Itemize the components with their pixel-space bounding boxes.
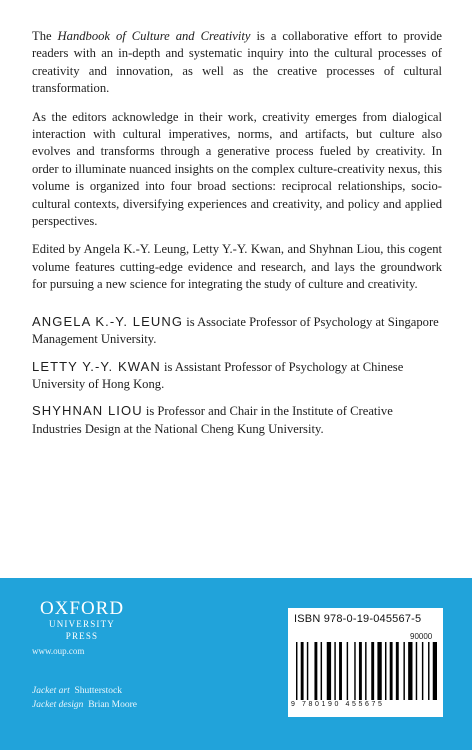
credit-value: Brian Moore: [88, 700, 137, 710]
publisher-press: UNIVERSITY PRESS: [49, 619, 115, 641]
barcode-bar: [416, 642, 417, 700]
bio-name: LETTY Y.-Y. KWAN: [32, 358, 161, 374]
book-title: Handbook of Culture and Creativity: [57, 29, 251, 43]
barcode-bar: [371, 642, 374, 700]
credit-label: Jacket art: [32, 686, 70, 696]
price-code: 90000: [410, 632, 433, 641]
barcode-bar: [390, 642, 393, 700]
isbn-text: ISBN 978-0-19-045567-5: [294, 613, 422, 625]
bio-kwan: [32, 358, 442, 394]
credit-jacket-design: [32, 700, 137, 710]
oxford-logo: [32, 599, 132, 642]
bio-text: is Professor and Chair in the Institute of Creative Industries Design at the National Cheng Kung University.: [32, 404, 393, 436]
barcode-bar: [403, 642, 404, 700]
barcode-bar: [433, 642, 437, 700]
barcode-bar: [339, 642, 342, 700]
barcode-panel: [288, 608, 443, 717]
bio-liou: [32, 402, 442, 438]
barcode-bar: [428, 642, 429, 700]
credit-label: Jacket design: [32, 700, 84, 710]
publisher-url[interactable]: www.oup.com: [32, 646, 85, 656]
barcode-bar: [307, 642, 308, 700]
barcode-bar: [422, 642, 423, 700]
barcode-bar: [301, 642, 304, 700]
intro-suffix: is a collaborative effort to provide readers with an in-depth and systematic inquiry into the cultural processes of creativity and innovation, as well as the creative processes of cultural transformation.: [32, 29, 443, 96]
barcode-bar: [296, 642, 297, 700]
intro-prefix: The: [32, 29, 58, 43]
publisher-name: OXFORD: [39, 598, 125, 619]
barcode-bar: [347, 642, 348, 700]
barcode-bar: [365, 642, 366, 700]
bio-name: ANGELA K.-Y. LEUNG: [32, 313, 184, 329]
barcode-bar: [377, 642, 381, 700]
bio-leung: [32, 313, 442, 349]
barcode-bar: [327, 642, 331, 700]
credit-jacket-art: [32, 686, 122, 696]
bio-text: is Assistant Professor of Psychology at Chinese University of Hong Kong.: [32, 359, 404, 391]
intro-paragraph-2: As the editors acknowledge in their work, creativity emerges from dialogical interaction with cultural imperatives, norms, and artifacts, but culture also evolves and transforms through a generative process fueled by creativity. In order to illuminate nuanced insights on the complex culture-creativity nexus, this volume is organized into four broad sections: reciprocal relationships, socio-cultural contexts, diversifying experiences and creativity, and policy and applied perspectives.: [32, 109, 442, 229]
intro-paragraph-3: Edited by Angela K.-Y. Leung, Letty Y.-Y. Kwan, and Shyhnan Liou, this cogent volume features cutting-edge evidence and research, and lays the groundwork for pursuing a new science for integrating the study of culture and creativity.: [32, 242, 442, 292]
barcode-bar: [321, 642, 322, 700]
description-block: [32, 28, 442, 447]
barcode-bar: [354, 642, 355, 700]
bio-text: is Associate Professor of Psychology at Singapore Management University.: [32, 314, 439, 347]
barcode-bar: [385, 642, 386, 700]
barcode-graphic: [296, 642, 437, 700]
barcode-bar: [408, 642, 412, 700]
bio-name: SHYHNAN LIOU: [32, 403, 143, 419]
barcode-bar: [334, 642, 335, 700]
credit-value: Shutterstock: [74, 686, 122, 696]
intro-paragraph-1: [32, 28, 442, 98]
publisher-band: [0, 578, 472, 750]
barcode-bar: [314, 642, 317, 700]
barcode-digits: 9 780190 455675: [291, 701, 385, 708]
barcode-bar: [359, 642, 362, 700]
barcode-bar: [396, 642, 399, 700]
